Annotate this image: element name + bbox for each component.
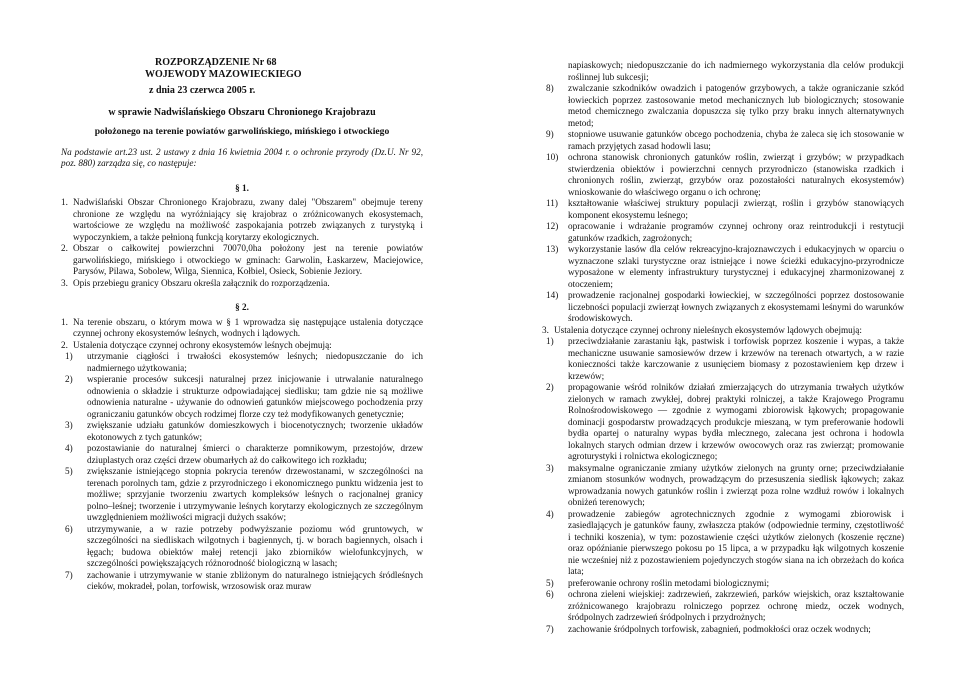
list-item (61, 374, 423, 420)
right-column (542, 0, 904, 635)
list-item (61, 466, 423, 524)
list-item-number: 5) (546, 577, 554, 588)
list-item-text: opracowanie i wdrażanie programów czynnej ochrony oraz reintrodukcji i restytucji gatunków rzadkich, zagrożonych; (568, 221, 904, 243)
forest-measures-list-part-2 (542, 83, 904, 325)
paragraph-number: 3. (61, 277, 68, 288)
list-item (61, 351, 423, 374)
section-1-paragraph-1 (61, 197, 423, 243)
list-item-text: przeciwdziałanie zarastaniu łąk, pastwisk i torfowisk poprzez koszenie i wypas, a także mechaniczne usuwanie samosiewów drzew i krzewów na terenach otwartych, a w razie konieczności także karczowanie z usunięciem biomasy z pozostawieniem kęp drzew i krzewów; (568, 336, 904, 381)
list-item-text: utrzymywanie, a w razie potrzeby podwyższanie poziomu wód gruntowych, w szczególności na siedliskach wilgotnych i bagiennych, tj. w borach bagiennych, olsach i łęgach; budowa obiektów małej retencji jako zbiorników wielofunkcyjnych, w szczególności powiększających różnorodność biologiczną w lasach; (87, 523, 423, 568)
list-item-number: 1) (65, 351, 73, 361)
list-item-text: ochrona zieleni wiejskiej: zadrzewień, zakrzewień, parków wiejskich, oraz kształtowanie zróżnicowanego krajobrazu rolniczego poprzez ochronę miedz, oczek wodnych, śródpolnych zadrzewień śródpolnych i przydrożnych; (568, 589, 904, 622)
list-item-number: 1) (546, 336, 554, 346)
section-1-paragraph-3 (61, 278, 423, 290)
list-item (542, 624, 904, 636)
list-item (542, 129, 904, 152)
list-item-text: zachowanie śródpolnych torfowisk, zabagnień, podmokłości oraz oczek wodnych; (568, 623, 871, 634)
title-line-2: WOJEWODY MAZOWIECKIEGO (145, 69, 302, 80)
list-item (542, 221, 904, 244)
list-item-number: 2) (65, 374, 73, 384)
title-line-1: ROZPORZĄDZENIE Nr 68 (155, 57, 277, 68)
list-item (542, 509, 904, 578)
list-item (542, 463, 904, 509)
list-item (61, 524, 423, 570)
paragraph-text: Na terenie obszaru, o którym mowa w § 1 wprowadza się następujące ustalenia dotyczące czynnej ochrony ekosystemów leśnych, wodnych i lądowych. (73, 316, 423, 338)
list-item-text: kształtowanie właściwej struktury populacji zwierząt, roślin i grzybów stanowiących komponent ekosystemu leśnego; (568, 198, 904, 220)
list-item (542, 578, 904, 590)
list-item (61, 443, 423, 466)
land-measures-list (542, 336, 904, 635)
list-item-text: zachowanie i utrzymywanie w stanie zbliżonym do naturalnego istniejących śródleśnych cieków, mokradeł, polan, torfowisk, wrzosowisk oraz muraw (87, 569, 423, 591)
list-item-number: 9) (546, 129, 554, 139)
section-2-paragraph-1 (61, 317, 423, 340)
continued-item-text: napiaskowych; niedopuszczanie do ich nadmiernego wykorzystania dla celów produkcji roślinnej lub sukcesji; (568, 60, 904, 82)
list-item-number: 4) (546, 508, 554, 519)
preamble: Na podstawie art.23 ust. 2 ustawy z dnia 16 kwietnia 2004 r. o ochronie przyrody (Dz.U. Nr 92, poz. 880) zarządza się, co następuje: (61, 146, 423, 168)
list-item-number: 5) (65, 466, 73, 476)
list-item-number: 7) (65, 569, 73, 580)
list-item-number: 12) (546, 221, 559, 231)
list-item-text: zwalczanie szkodników owadzich i patogenów grzybowych, a także ograniczanie szkód łowieckich poprzez zastosowanie metod mechanicznych lub biologicznych; stosowanie metod chemicznego zwalczania dopuszcza się tylko przy braku innych alternatywnych metod; (568, 83, 904, 128)
section-2-heading: § 2. (235, 302, 249, 312)
list-item (542, 152, 904, 198)
list-item-number: 13) (546, 244, 559, 254)
list-item-text: zwiększanie istniejącego stopnia pokrycia terenów drzewostanami, w szczególności na terenach porolnych tam, gdzie z przyrodniczego i ekonomicznego punktu widzenia jest to możliwe; sprzyjanie tworzeniu zwartych kompleksów leśnych o racjonalnej granicy polno–leśnej; tworzenie i utrzymywanie leśnych korytarzy ekologicznych ze szczególnym uwzględnieniem możliwości migracji dużych ssaków; (87, 466, 423, 522)
list-item-number: 3) (546, 462, 554, 473)
section-1-heading: § 1. (235, 182, 249, 193)
list-item-text: utrzymanie ciągłości i trwałości ekosystemów leśnych; niedopuszczanie do ich nadmiernego użytkowania; (87, 351, 423, 373)
list-item-number: 7) (546, 623, 554, 634)
left-column (61, 0, 423, 593)
list-item (542, 589, 904, 624)
list-item-text: prowadzenie zabiegów agrotechnicznych zgodnie z wymogami zbiorowisk i zasiedlających je gatunków fauny, zwłaszcza ptaków (odpowiednie terminy, częstotliwość i techniki koszenia), w tym: pozostawienie części użytków zielonych (koszenie ręczne) oraz opóźnianie pierwszego pokosu po 15 lipca, a w przypadku łąk wilgotnych koszenie nie wcześniej niż z pozostawieniem pojedynczych stogów siana na ich obrzeżach do końca lata; (568, 508, 904, 576)
paragraph-text: Ustalenia dotyczące czynnej ochrony ekosystemów leśnych obejmują: (73, 339, 332, 350)
list-item-number: 4) (65, 443, 73, 453)
paragraph-number: 1. (61, 316, 68, 327)
list-item (542, 244, 904, 290)
list-item-text: ochrona stanowisk chronionych gatunków roślin, zwierząt i grzybów; w przypadkach stwierdzenia obiektów i powierzchni cennych przyrodniczo (stanowiska rzadkich i chronionych roślin, zwierząt, grzybów oraz pozostałości naturalnych ekosystemów) wnioskowanie do właściwego organu o ich ochronę; (568, 152, 904, 197)
list-item (542, 83, 904, 129)
list-item-number: 11) (546, 198, 558, 208)
list-item-number: 8) (546, 83, 554, 93)
list-item-text: prowadzenie racjonalnej gospodarki łowieckiej, w szczególności poprzez dostosowanie liczebności populacji zwierząt łownych związanych z ekosystemami leśnymi do warunków środowiskowych. (568, 290, 904, 323)
paragraph-number: 3. (542, 324, 549, 335)
list-item-number: 2) (546, 382, 554, 392)
paragraph-number: 2. (61, 339, 68, 350)
list-item-number: 14) (546, 290, 559, 300)
list-item-text: wykorzystanie lasów dla celów rekreacyjno-krajoznawczych i edukacyjnych w oparciu o wyznaczone szlaki turystyczne oraz istniejące i nowe ścieżki edukacyjno-przyrodnicze wyposażone w elementy infrastruktury turystycznej i edukacyjnej zharmonizowanej z otoczeniem; (568, 244, 904, 289)
paragraph-number: 1. (61, 197, 68, 207)
paragraph-text: Obszar o całkowitej powierzchni 70070,0ha położony jest na terenie powiatów garwolińskiego, mińskiego i otwockiego w gminach: Garwolin, Łaskarzew, Maciejowice, Parysów, Pilawa, Sobolew, Wilga, Siennica, Kołbiel, Osieck, Sobienie Jeziory. (73, 243, 423, 276)
list-item-text: wspieranie procesów sukcesji naturalnej przez inicjowanie i utrwalanie naturalnego odnowienia o składzie i strukturze odpowiadającej siedlisku; tam gdzie nie są możliwe odnowienia naturalne - używanie do odnowień gatunków miejscowego pochodzenia przy ograniczaniu gatunków obcych rodzimej florze czy też modyfikowanych genetycznie; (87, 374, 423, 419)
section-2-paragraph-3 (542, 325, 904, 337)
list-item (61, 570, 423, 593)
list-item-number: 3) (65, 420, 73, 430)
list-item-text: stopniowe usuwanie gatunków obcego pochodzenia, chyba że zaleca się ich stosowanie w ramach przyjętych zasad hodowli lasu; (568, 129, 904, 151)
list-item-text: propagowanie wśród rolników działań zmierzających do utrzymania trwałych użytków zielonych w ramach zwykłej, dobrej praktyki rolniczej, a także Krajowego Programu Rolnośrodowiskowego — zgodnie z wymogami zbiorowisk łąkowych; propagowanie dominacji gospodarstw prowadzących produkcje mieszaną, w tym preferowanie hodowli bydła opartej o naturalny wypas bydła mlecznego, zalecana jest ochrona i hodowla lokalnych starych odmian drzew i krzewów owocowych oraz ras zwierząt; promowanie agroturystyki i rolnictwa ekologicznego; (568, 382, 904, 461)
forest-measures-list-part-1 (61, 351, 423, 593)
section-2-paragraph-2 (61, 340, 423, 352)
list-item (542, 382, 904, 463)
list-item (542, 336, 904, 382)
list-item-text: zwiększanie udziału gatunków domieszkowych i biocenotycznych; tworzenie układów ekotonowych z tych gatunków; (87, 420, 423, 442)
list-item-number: 10) (546, 152, 559, 162)
list-item-number: 6) (546, 589, 554, 599)
regulation-date: z dnia 23 czerwca 2005 r. (149, 85, 256, 96)
paragraph-text: Opis przebiegu granicy Obszaru określa załącznik do rozporządzenia. (73, 277, 330, 288)
title-block (61, 57, 423, 81)
list-item-text: maksymalne ograniczanie zmiany użytków zielonych na grunty orne; przeciwdziałanie zmianom stosunków wodnych, prowadzącym do przesuszenia siedlisk łąkowych; zakaz wprowadzania nowych gatunków roślin i zwierząt poza rolne wzdłuż rowów i lokalnych obniżeń terenowych; (568, 462, 904, 507)
list-item (542, 290, 904, 325)
subject-line-1: w sprawie Nadwiślańskiego Obszaru Chronionego Krajobrazu (108, 106, 376, 118)
paragraph-text: Ustalenia dotyczące czynnej ochrony nieleśnych ekosystemów lądowych obejmują: (554, 324, 862, 335)
list-item-text: pozostawianie do naturalnej śmierci o charakterze pomnikowym, przestojów, drzew dziuplastych oraz części drzew obumarłych aż do całkowitego ich rozkładu; (87, 443, 423, 465)
section-1-paragraph-2 (61, 243, 423, 278)
paragraph-text: Nadwiślański Obszar Chronionego Krajobrazu, zwany dalej "Obszarem" obejmuje tereny chronione ze względu na wyróżniający się krajobraz o zróżnicowanych ekosystemach, wartościowe ze względu na możliwość zaspokajania potrzeb związanych z turystyką i wypoczynkiem, a także pełnioną funkcją korytarzy ekologicznych. (73, 197, 423, 242)
list-item-number: 6) (65, 523, 73, 534)
list-item-text: preferowanie ochrony roślin metodami biologicznymi; (568, 577, 770, 588)
list-item (61, 420, 423, 443)
list-item (542, 198, 904, 221)
paragraph-number: 2. (61, 243, 68, 253)
subject-line-2: położonego na terenie powiatów garwolińskiego, mińskiego i otwockiego (94, 126, 390, 137)
